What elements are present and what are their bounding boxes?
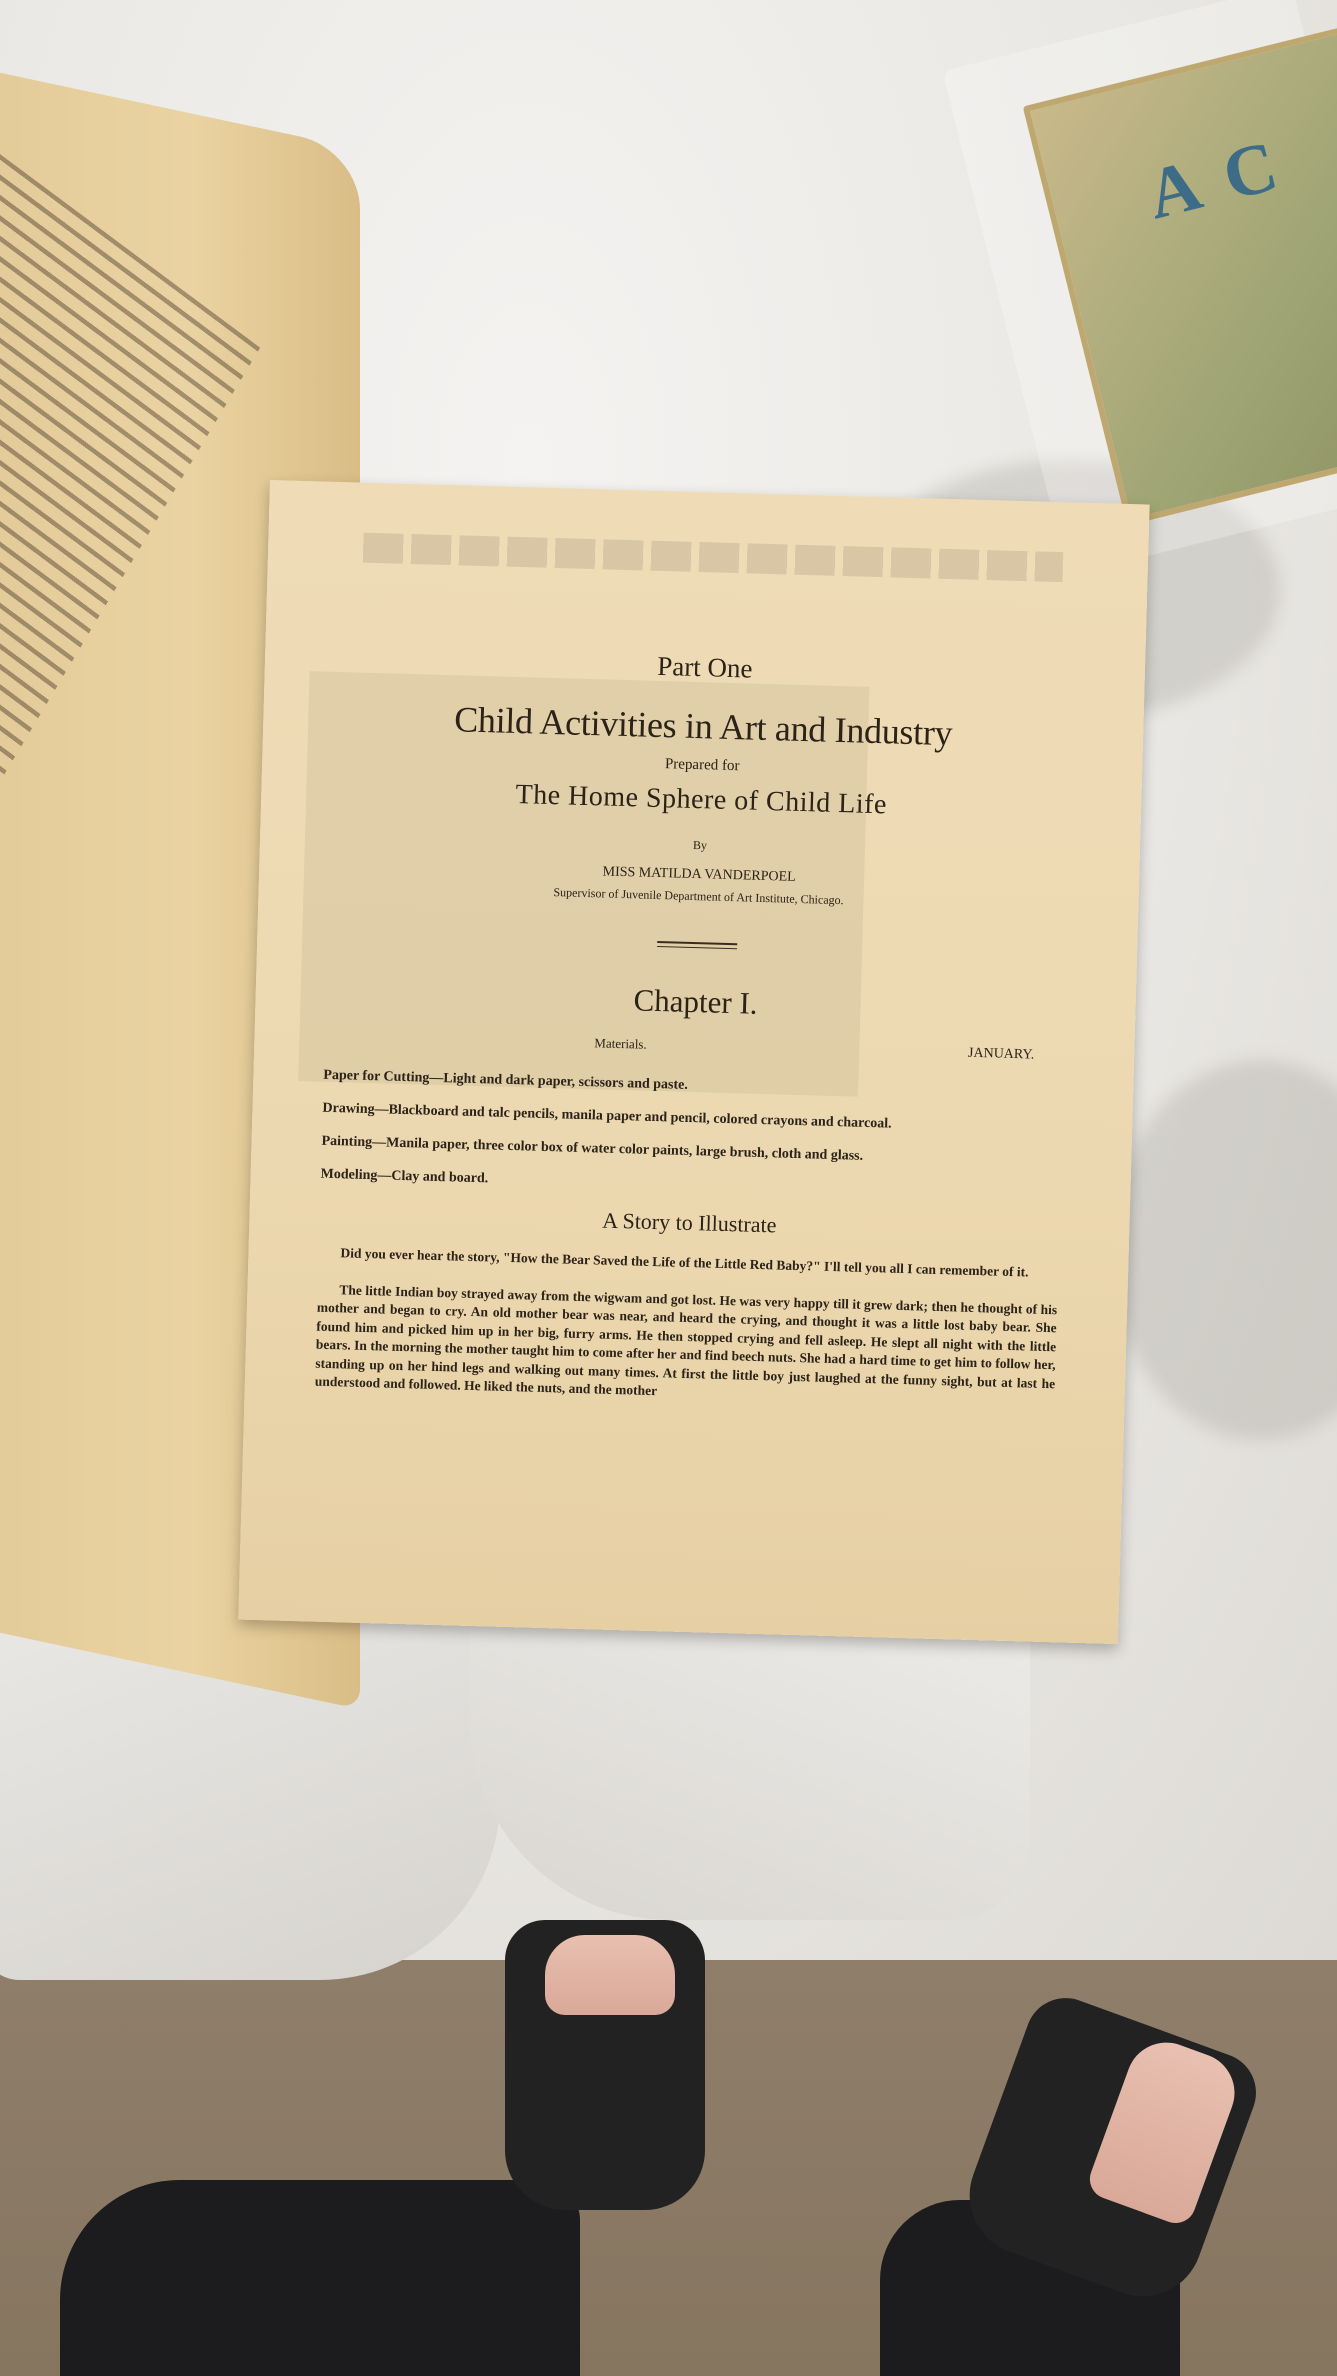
material-item: Paper for Cutting—Light and dark paper, scissors and paste. [323,1067,689,1093]
month-label: JANUARY. [967,1045,1035,1063]
materials-label: Materials. [594,1035,647,1052]
material-item: Drawing—Blackboard and talc pencils, manila paper and pencil, colored crayons and charcoal. [322,1100,892,1132]
left-page-text-lines [0,124,260,1444]
materials-row [324,1028,1064,1073]
material-item: Painting—Manila paper, three color box of water color paints, large brush, cloth and glass. [321,1133,864,1164]
chapter-heading: Chapter I. [633,982,759,1021]
ornamental-rule [657,941,737,949]
by-line: By [692,837,708,853]
foot-left [545,1935,675,2015]
other-book-title: A C [1139,123,1291,235]
story-title: A Story to Illustrate [602,1207,777,1238]
prepared-for: Prepared for [664,756,740,775]
part-heading: Part One [656,650,753,684]
author-role: Supervisor of Juvenile Department of Art Institute, Chicago. [553,885,844,908]
story-paragraph: Did you ever hear the story, "How the Bear Saved the Life of the Little Red Baby?" I'll tell you all I can remember of it. [340,1245,1029,1280]
book-title: Child Activities in Art and Industry [453,699,953,754]
leg-left [60,2180,580,2376]
book-subtitle: The Home Sphere of Child Life [515,778,888,821]
author-name: MISS MATILDA VANDERPOEL [602,864,796,885]
page-content [315,572,1078,1412]
material-item: Modeling—Clay and board. [320,1166,489,1187]
right-page [238,480,1149,1644]
story-paragraph: The little Indian boy strayed away from the wigwam and got lost. He was very happy till it grew dark; then he thought of his mother and began to cry. An old mother bear was near, and heard the crying, and thought it was a little lost baby bear. She found him and picked him up in her big, furry arms. He then stopped crying and fell asleep. He slept all night with the little bears. In the morning the mother taught him to come after her and find beech nuts. She had a hard time to get him to follow her, standing up on her hind legs and walking out many times. At first the little boy just laughed at the funny sight, but at last he understood and followed. He liked the nuts, and the mother [314,1281,1058,1399]
